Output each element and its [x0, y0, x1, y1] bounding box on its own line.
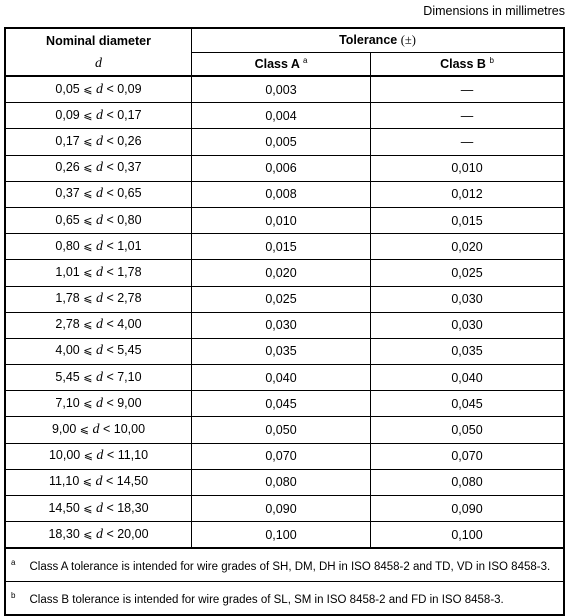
diameter-symbol: d	[95, 526, 103, 542]
class-b-value: —	[371, 129, 565, 155]
range-lower: 7,10	[55, 395, 80, 410]
table-row	[5, 286, 564, 312]
class-a-value: 0,045	[192, 391, 371, 417]
class-a-value: 0,035	[192, 338, 371, 364]
class-a-value: 0,020	[192, 260, 371, 286]
less-than-symbol: <	[106, 264, 114, 279]
range-lower: 1,01	[55, 264, 80, 279]
range-upper: 1,01	[117, 238, 142, 253]
diameter-symbol: d	[92, 422, 100, 438]
diameter-symbol: d	[95, 186, 103, 202]
less-than-symbol: <	[106, 238, 114, 253]
plus-minus-symbol: (±)	[400, 33, 416, 47]
range-upper: 18,30	[117, 500, 149, 515]
class-b-value: 0,050	[371, 417, 565, 443]
class-b-value: 0,080	[371, 469, 565, 495]
range-lower: 0,09	[55, 107, 80, 122]
less-or-equal-symbol: ⩽	[83, 82, 93, 96]
less-than-symbol: <	[106, 317, 114, 332]
class-b-value: 0,025	[371, 260, 565, 286]
diameter-range-cell	[5, 260, 192, 286]
footnote-mark: b	[11, 591, 16, 601]
units-caption: Dimensions in millimetres	[423, 4, 565, 18]
less-or-equal-symbol: ⩽	[83, 213, 93, 227]
less-or-equal-symbol: ⩽	[83, 527, 93, 541]
less-than-symbol: <	[106, 133, 114, 148]
range-upper: 2,78	[117, 291, 142, 306]
range-upper: 9,00	[117, 395, 142, 410]
less-than-symbol: <	[106, 160, 114, 175]
less-than-symbol: <	[105, 474, 114, 489]
class-b-value: 0,030	[371, 286, 565, 312]
diameter-range-cell	[5, 129, 192, 155]
less-or-equal-symbol: ⩽	[83, 396, 93, 410]
diameter-symbol: d	[95, 500, 103, 516]
range-lower: 0,26	[55, 160, 80, 175]
range-upper: 1,78	[117, 264, 142, 279]
range-lower: 0,17	[55, 133, 80, 148]
table-row	[5, 338, 564, 364]
range-lower: 18,30	[48, 526, 80, 541]
less-or-equal-symbol: ⩽	[83, 239, 93, 253]
table-row	[5, 181, 564, 207]
class-a-header	[192, 53, 371, 77]
less-or-equal-symbol: ⩽	[83, 501, 93, 515]
class-b-value: 0,020	[371, 234, 565, 260]
range-lower: 0,65	[55, 212, 80, 227]
class-a-value: 0,003	[192, 76, 371, 103]
range-lower: 0,80	[55, 238, 80, 253]
less-or-equal-symbol: ⩽	[83, 187, 93, 201]
diameter-range-cell	[5, 181, 192, 207]
range-upper: 11,10	[117, 448, 149, 463]
less-than-symbol: <	[106, 291, 114, 306]
range-upper: 10,00	[113, 422, 146, 437]
class-a-value: 0,025	[192, 286, 371, 312]
class-b-footnote-ref: b	[489, 56, 494, 66]
less-than-symbol: <	[106, 212, 114, 227]
tolerance-table	[4, 27, 565, 616]
footnote-row	[5, 582, 564, 615]
footnote-mark: a	[11, 558, 16, 568]
less-or-equal-symbol: ⩽	[83, 134, 93, 148]
diameter-symbol: d	[95, 291, 103, 307]
footnote-row	[5, 548, 564, 581]
table-row	[5, 312, 564, 338]
less-or-equal-symbol: ⩽	[79, 423, 89, 437]
class-a-value: 0,010	[192, 207, 371, 233]
diameter-symbol-header	[5, 53, 192, 77]
class-a-value: 0,006	[192, 155, 371, 181]
footnote-b	[5, 582, 564, 615]
class-a-value: 0,100	[192, 522, 371, 549]
diameter-symbol: d	[95, 107, 103, 123]
range-upper: 0,80	[117, 212, 142, 227]
range-upper: 0,65	[117, 186, 142, 201]
range-lower: 11,10	[48, 474, 80, 489]
class-b-value: 0,045	[371, 391, 565, 417]
diameter-range-cell	[5, 312, 192, 338]
diameter-range-cell	[5, 522, 192, 549]
less-than-symbol: <	[102, 422, 111, 437]
diameter-symbol: d	[95, 317, 103, 333]
footnote-a	[5, 548, 564, 581]
class-a-value: 0,090	[192, 496, 371, 522]
range-lower: 0,37	[55, 186, 80, 201]
class-a-value: 0,070	[192, 443, 371, 469]
less-than-symbol: <	[106, 448, 115, 463]
range-lower: 14,50	[48, 500, 80, 515]
diameter-symbol: d	[95, 81, 103, 97]
less-or-equal-symbol: ⩽	[83, 370, 93, 384]
diameter-range-cell	[5, 443, 192, 469]
diameter-range-cell	[5, 469, 192, 495]
table-row	[5, 365, 564, 391]
diameter-symbol: d	[95, 133, 103, 149]
range-lower: 9,00	[51, 422, 77, 437]
range-lower: 5,45	[55, 369, 80, 384]
diameter-symbol: d	[95, 212, 103, 228]
diameter-symbol: d	[95, 369, 103, 385]
range-lower: 2,78	[55, 317, 80, 332]
range-upper: 7,10	[117, 369, 142, 384]
less-than-symbol: <	[106, 343, 114, 358]
less-or-equal-symbol: ⩽	[83, 161, 93, 175]
range-lower: 10,00	[48, 448, 81, 463]
less-than-symbol: <	[106, 526, 114, 541]
class-b-value: 0,015	[371, 207, 565, 233]
range-lower: 4,00	[55, 343, 80, 358]
footnote-text: Class A tolerance is intended for wire grades of SH, DM, DH in ISO 8458-2 and TD, VD in ISO 8458-3.	[29, 561, 551, 574]
class-b-value: 0,010	[371, 155, 565, 181]
class-a-value: 0,050	[192, 417, 371, 443]
diameter-range-cell	[5, 103, 192, 129]
class-b-value: 0,030	[371, 312, 565, 338]
diameter-range-cell	[5, 496, 192, 522]
table-row	[5, 129, 564, 155]
less-or-equal-symbol: ⩽	[83, 449, 93, 463]
tolerance-label: Tolerance	[339, 33, 398, 47]
less-than-symbol: <	[106, 395, 114, 410]
class-a-value: 0,005	[192, 129, 371, 155]
diameter-range-cell	[5, 338, 192, 364]
table-row	[5, 234, 564, 260]
diameter-symbol: d	[95, 264, 103, 280]
class-b-value: 0,070	[371, 443, 565, 469]
table-row	[5, 155, 564, 181]
class-b-value: 0,040	[371, 365, 565, 391]
table-row	[5, 391, 564, 417]
table-row	[5, 469, 564, 495]
footnote-text: Class B tolerance is intended for wire grades of SL, SM in ISO 8458-2 and FD in ISO 8458-3.	[29, 594, 504, 607]
class-a-footnote-ref: a	[302, 56, 308, 66]
diameter-symbol: d	[95, 160, 103, 176]
table-row	[5, 417, 564, 443]
table-row	[5, 76, 564, 103]
range-upper: 5,45	[117, 343, 142, 358]
diameter-range-cell	[5, 207, 192, 233]
less-or-equal-symbol: ⩽	[83, 292, 93, 306]
class-a-value: 0,008	[192, 181, 371, 207]
diameter-range-cell	[5, 417, 192, 443]
less-or-equal-symbol: ⩽	[83, 265, 93, 279]
class-b-value: 0,100	[371, 522, 565, 549]
range-upper: 14,50	[116, 474, 149, 489]
range-upper: 0,26	[117, 133, 142, 148]
class-a-label: Class A	[254, 57, 300, 72]
class-b-value: 0,035	[371, 338, 565, 364]
less-than-symbol: <	[106, 186, 114, 201]
class-a-value: 0,004	[192, 103, 371, 129]
diameter-symbol: d	[95, 343, 103, 359]
table-row	[5, 103, 564, 129]
range-upper: 0,09	[117, 81, 142, 96]
class-b-value: —	[371, 76, 565, 103]
table-row	[5, 522, 564, 549]
less-than-symbol: <	[106, 107, 114, 122]
range-upper: 0,37	[117, 160, 142, 175]
class-b-header	[371, 53, 565, 77]
diameter-range-cell	[5, 155, 192, 181]
table-row	[5, 443, 564, 469]
class-b-value: —	[371, 103, 565, 129]
table-row	[5, 207, 564, 233]
class-a-value: 0,080	[192, 469, 371, 495]
diameter-range-cell	[5, 76, 192, 103]
tolerance-header	[192, 28, 565, 53]
less-or-equal-symbol: ⩽	[83, 318, 93, 332]
range-upper: 0,17	[117, 107, 142, 122]
diameter-symbol: d	[95, 55, 102, 71]
less-than-symbol: <	[106, 500, 114, 515]
diameter-range-cell	[5, 286, 192, 312]
less-or-equal-symbol: ⩽	[83, 344, 93, 358]
class-a-value: 0,040	[192, 365, 371, 391]
range-lower: 1,78	[55, 291, 80, 306]
class-b-value: 0,012	[371, 181, 565, 207]
range-upper: 4,00	[117, 317, 142, 332]
class-a-value: 0,030	[192, 312, 371, 338]
less-than-symbol: <	[106, 369, 114, 384]
nominal-diameter-header: Nominal diameter	[5, 28, 192, 53]
less-or-equal-symbol: ⩽	[83, 108, 93, 122]
less-or-equal-symbol: ⩽	[82, 475, 92, 489]
diameter-range-cell	[5, 234, 192, 260]
diameter-range-cell	[5, 391, 192, 417]
table-body	[5, 76, 564, 548]
diameter-symbol: d	[95, 238, 103, 254]
class-b-value: 0,090	[371, 496, 565, 522]
diameter-symbol: d	[95, 395, 103, 411]
diameter-symbol: d	[95, 474, 103, 490]
class-b-label: Class B	[440, 57, 486, 72]
range-upper: 20,00	[117, 526, 149, 541]
table-row	[5, 260, 564, 286]
range-lower: 0,05	[55, 81, 80, 96]
less-than-symbol: <	[106, 81, 114, 96]
diameter-symbol: d	[96, 448, 104, 464]
class-a-value: 0,015	[192, 234, 371, 260]
table-row	[5, 496, 564, 522]
diameter-range-cell	[5, 365, 192, 391]
